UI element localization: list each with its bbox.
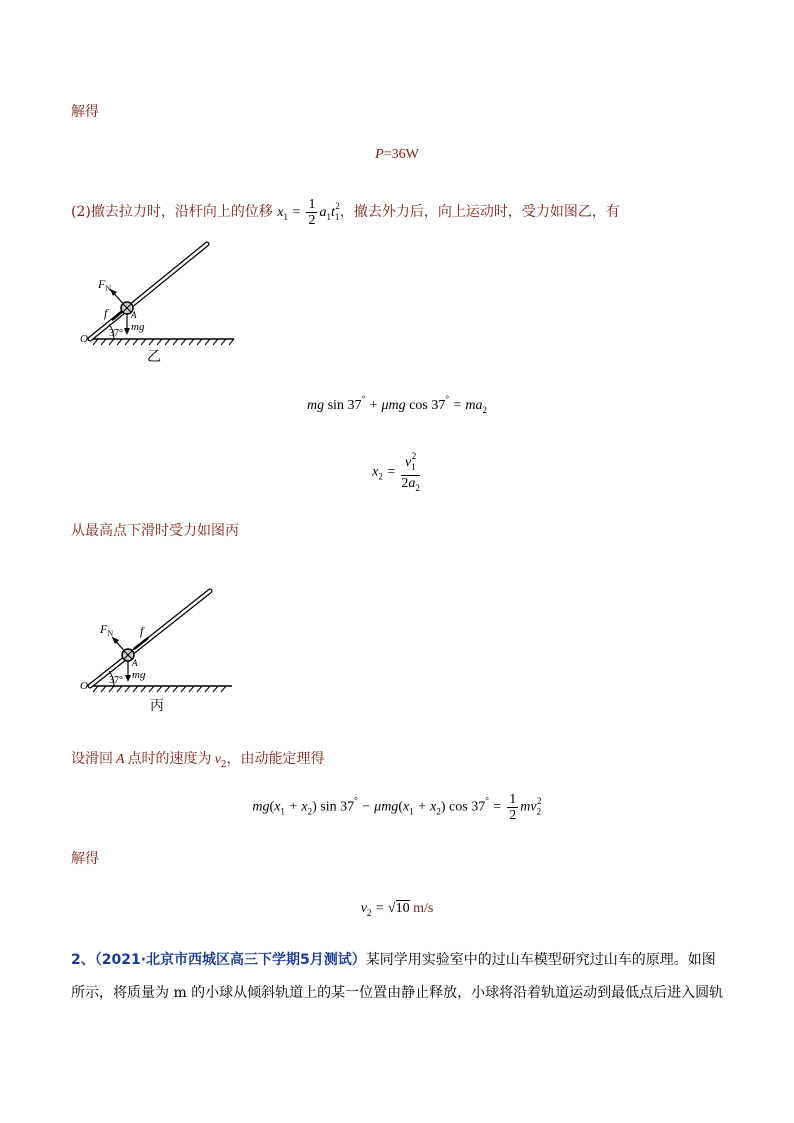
solve-label-2: 解得 [71,851,99,867]
descent-statement: 从最高点下滑时受力如图丙 [71,523,239,539]
fig2-caption: 丙 [150,699,164,714]
problem-2-line-1 [71,951,716,969]
fig2-fn-label: $F_N$ [100,622,114,638]
problem-source: （2021·北京市西城区高三下学期5月测试） [94,952,366,968]
fig1-a-label: A [131,310,137,320]
equation-speed-result: $v_2 = √10$ m/s [360,901,434,918]
part2-statement [71,197,620,228]
fig2-mg-label: mg [132,669,146,681]
power-variable: P [375,147,384,162]
equation-displacement-x2: $x_2$ = $\frac{v_1^2}{2a_2}$ [372,451,420,493]
energy-statement: 设滑回 A 点时的速度为 $v_2$，由动能定理得 [71,751,325,770]
equation-force-balance: mg sin 37° + μmg $\cos 37^\circ = ma_2$ [306,394,488,415]
solve-label: 解得 [71,104,99,120]
fig2-o-label: O [80,680,88,692]
part2-prefix: (2)撤去拉力时，沿杆向上的位移 [71,204,273,220]
fig1-caption: 乙 [147,350,161,365]
equation-work-energy: $mg(x_1 + x_2)$ $\sin 37^\circ - \mu mg(x_1 + x_2)$ cos 37° = $\frac{1}{2}$ $mv_2^2$ [252,792,542,823]
fig2-angle-label: 37° [109,675,123,686]
fig1-o-label: O [80,333,88,345]
figure-bing [72,583,252,718]
problem-2-line-2: 所示，将质量为 m 的小球从倾斜轨道上的某一位置由静止释放，小球将沿着轨道运动到最低点后进入圆轨 [71,985,724,1001]
part2-suffix: ，撤去外力后，向上运动时，受力如图乙，有 [339,204,620,220]
equation-power [0,147,794,163]
problem-text-1: 某同学用实验室中的过山车模型研究过山车的原理。如图 [365,952,716,968]
problem-number: 2、 [71,952,95,968]
fig2-f-label: f [140,624,144,638]
fig1-angle-label: 37° [109,328,123,339]
fig2-a-label: A [132,658,138,668]
fig1-fn-label: $F_N$ [98,277,112,293]
power-value: =36W [383,147,419,162]
fig1-f-label: f [104,306,108,320]
figure-yi [72,236,252,366]
displacement-formula: $x_1$ = $\frac{1}{2}$ $a_1t_1^2$ [277,197,340,229]
fig1-mg-label: mg [131,321,145,333]
